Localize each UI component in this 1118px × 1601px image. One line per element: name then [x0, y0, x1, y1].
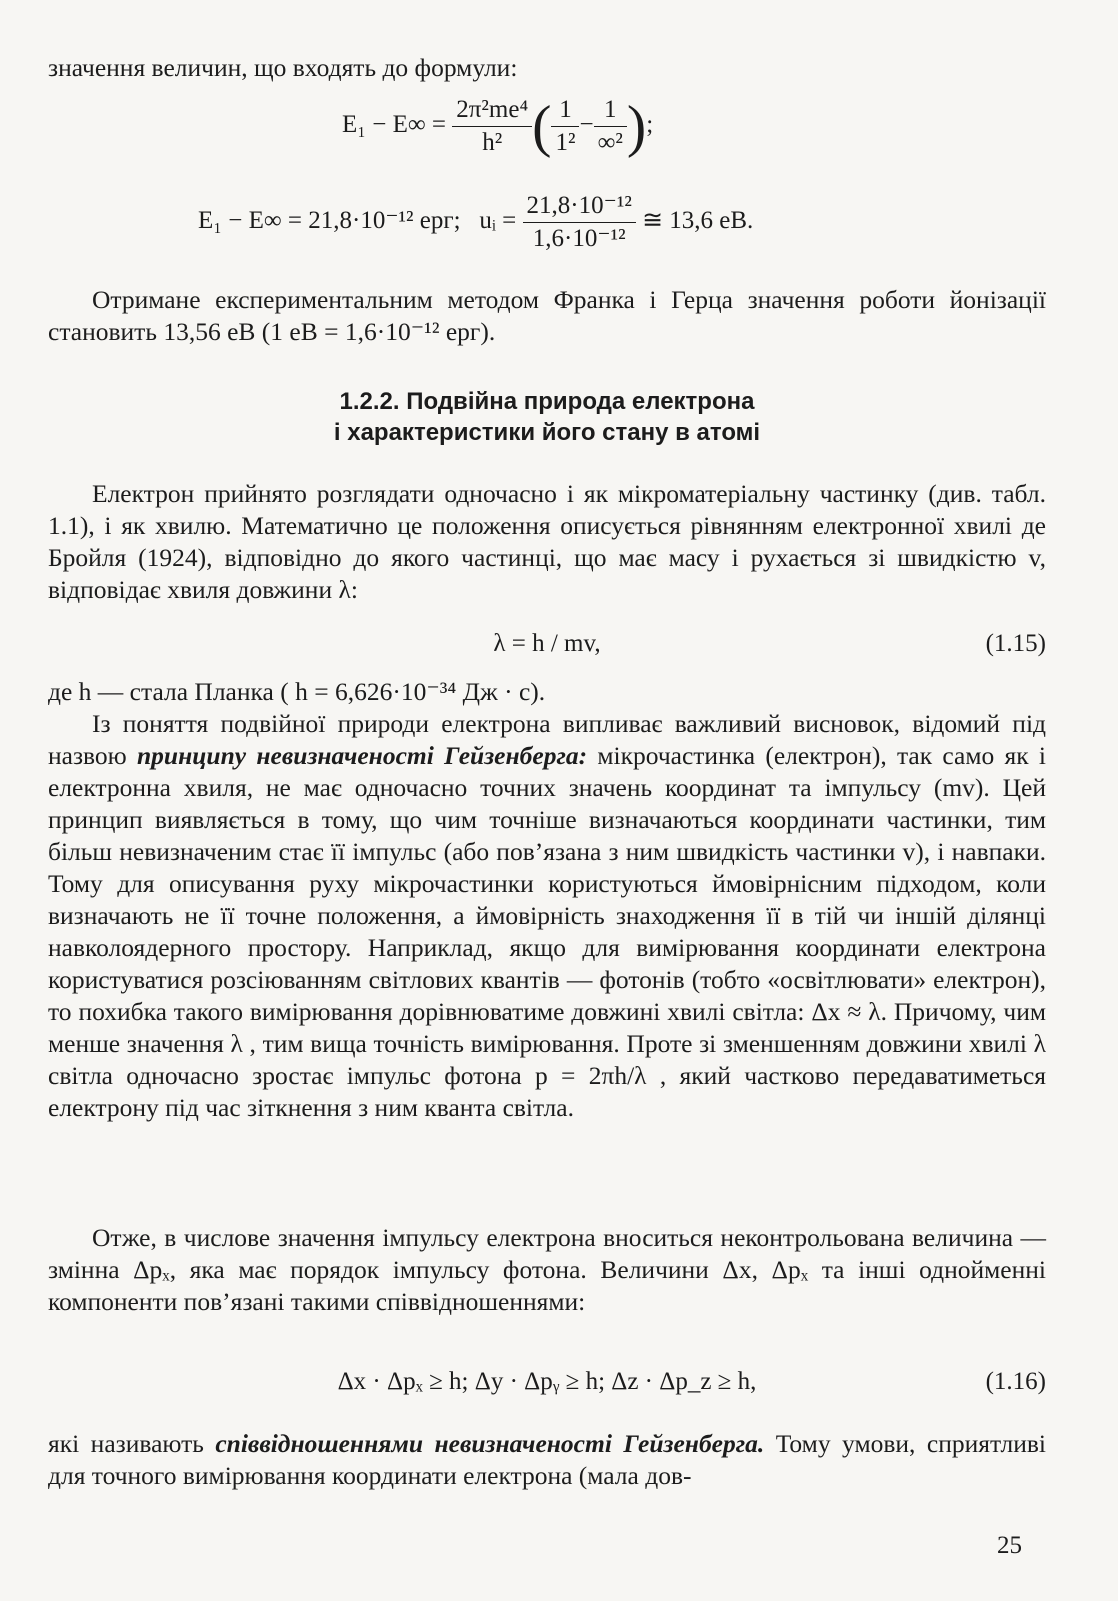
- eq2-fraction: $\frac{\text{21,8·10⁻¹²}}{\text{1,6·10⁻¹²}}$: [523, 190, 636, 255]
- paragraph-wave-particle: Електрон прийнято розглядати одночасно і як мікроматеріальну частинку (див. табл. 1.1), і як хвилю. Математично це положення описується рівнянням електронної хвилі де Бройля (1924), відповідно до якого частинці, що має масу і рухається зі швидкістю v, відповідає хвиля довжини λ:: [48, 479, 1046, 604]
- equation-ionization-energy: E₁ − E∞ = $\frac{\text{2π²me⁴}}{\text{h²}}$ ( $\frac{1}{\text{1²}}$ − $\frac{1}{\text{∞²}}$ );: [342, 93, 654, 159]
- term-uncertainty-principle: принципу невизначеності Гейзенберга:: [136, 741, 588, 770]
- term-heisenberg-relations: співвідношеннями невизначеності Гейзенберга.: [215, 1429, 765, 1458]
- equation-de-broglie: [48, 630, 1046, 664]
- equation-number-1-15: (1.15): [985, 630, 1046, 657]
- section-heading-line-2: і характеристики його стану в атомі: [333, 419, 761, 446]
- equation-heisenberg: [48, 1368, 1046, 1402]
- planck-constant-line: де h — стала Планка ( h = 6,626·10⁻³⁴ Дж · с).: [48, 677, 546, 706]
- eq1-inner-fraction-1: $\frac{1}{\text{1²}}$: [551, 94, 579, 159]
- eq2-result: ≅ 13,6 еВ.: [642, 207, 754, 235]
- equation-ionization-value: [48, 186, 1046, 276]
- eq2-lhs: E₁ − E∞ = 21,8·10⁻¹² ерг;: [198, 207, 461, 235]
- intro-line: значення величин, що входять до формули:: [48, 53, 518, 82]
- eq1-fraction: $\frac{\text{2π²me⁴}}{\text{h²}}$: [452, 94, 532, 159]
- eq1-lhs: E₁ − E∞ =: [342, 111, 447, 139]
- eq2-ui: uᵢ =: [479, 207, 517, 235]
- heisenberg-relations: Δx · Δpₓ ≥ h; Δy · Δpᵧ ≥ h; Δz · Δp_z ≥ h,: [337, 1368, 757, 1395]
- paragraph-momentum: Отже, в числове значення імпульсу електрона вноситься неконтрольована величина — змінна Δpₓ, яка має порядок імпульсу фотона. Величини Δx, Δpₓ та інші однойменні компоненти пов’язані такими співвідношеннями:: [48, 1223, 1046, 1316]
- paragraph-heisenberg-relations: які називають співвідношеннями невизначеності Гейзенберга. Тому умови, сприятливі для точного вимірювання координати електрона (мала дов-: [48, 1429, 1046, 1490]
- eq1-inner-fraction-2: $\frac{1}{\text{∞²}}$: [594, 94, 627, 159]
- equation-number-1-16: (1.16): [985, 1368, 1046, 1395]
- section-heading: [48, 386, 1046, 448]
- paragraph-uncertainty-principle: Із поняття подвійної природи електрона випливає важливий висновок, відомий під назвою принципу невизначеності Гейзенберга: мікрочастинка (електрон), так само як і електронна хвиля, не має одночасно точних значень координат та імпульсу (mv). Цей принцип виявляється в тому, що чим точніше визначаються координати частинки, тим більш невизначеним стає її імпульс (або пов’язана з ним швидкість частинки v), і навпаки. Тому для описування руху мікрочастинки користуються ймовірнісним підходом, коли визначають не її точне положення, а ймовірність знаходження її в тій чи іншій ділянці навколоядерного простору. Наприклад, якщо для вимірювання координати електрона користуватися розсіюванням світлових квантів — фотонів (тобто «освітлювати» електрон), то похибка такого вимірювання дорівнюватиме довжині хвилі світла: Δx ≈ λ. Причому, чим менше значення λ , тим вища точність вимірювання. Проте зі зменшенням довжини хвилі λ світла одночасно зростає імпульс фотона p = 2πh/λ , який частково передаватиметься електрону під час зіткнення з ним кванта світла.: [48, 709, 1046, 1122]
- de-broglie-formula: λ = h / mv,: [493, 630, 601, 657]
- section-heading-line-1: 1.2.2. Подвійна природа електрона: [339, 388, 755, 415]
- paragraph-franck-hertz: Отримане експериментальним методом Франка і Герца значення роботи йонізації становить 13,56 еВ (1 еВ = 1,6·10⁻¹² ерг).: [48, 285, 1046, 346]
- page-number: 25: [997, 1532, 1022, 1559]
